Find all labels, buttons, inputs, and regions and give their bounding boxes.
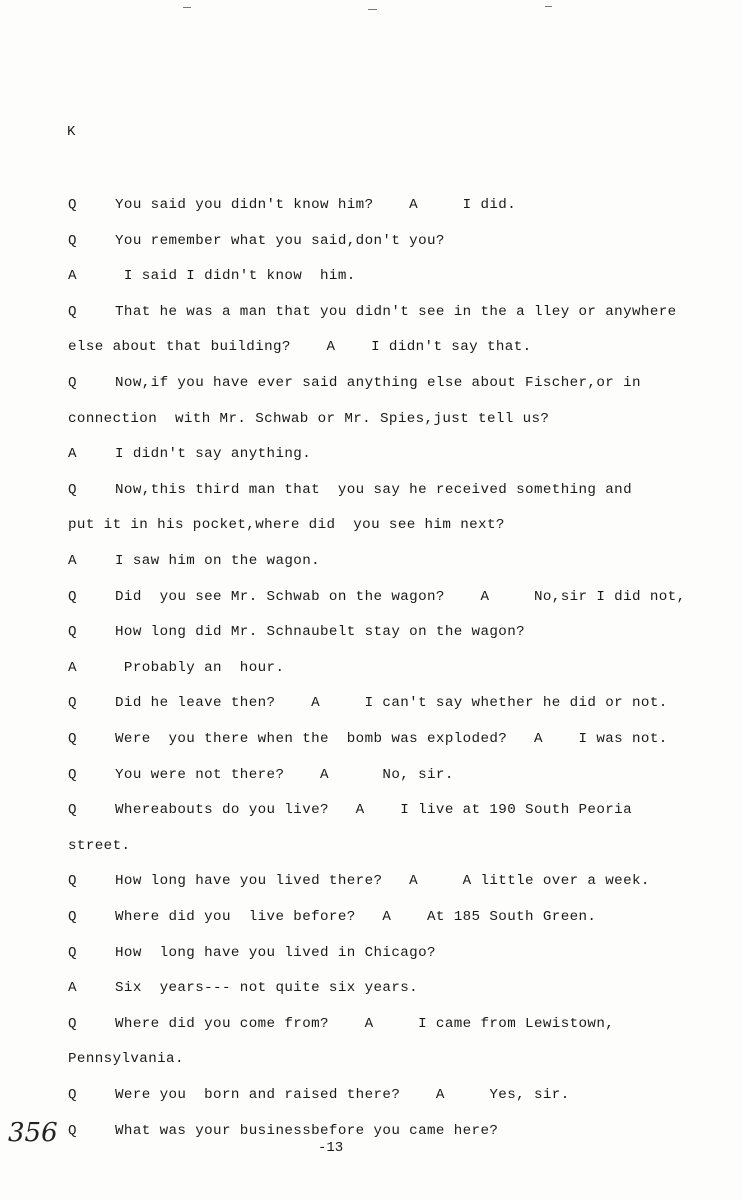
transcript-line bbox=[68, 374, 641, 392]
transcript-line bbox=[68, 232, 445, 250]
transcript-line bbox=[68, 623, 525, 641]
transcript-line bbox=[68, 338, 532, 356]
transcript-line bbox=[68, 481, 632, 499]
transcript-line bbox=[68, 837, 130, 855]
line-text: Whereabouts do you live? A I live at 190 South Peoria bbox=[115, 802, 633, 819]
question-marker: Q bbox=[68, 588, 77, 605]
question-marker: Q bbox=[68, 909, 77, 925]
transcript-line bbox=[68, 1015, 614, 1033]
transcript-line bbox=[68, 516, 505, 534]
line-text: Were you born and raised there? A Yes, sir. bbox=[115, 1087, 570, 1103]
line-text: You were not there? A No, sir. bbox=[115, 766, 454, 783]
transcript-line bbox=[68, 1050, 184, 1068]
line-text: How long have you lived in Chicago? bbox=[115, 944, 436, 961]
line-text: Where did you come from? A I came from Lewistown, bbox=[115, 1015, 615, 1032]
transcript-line bbox=[68, 908, 596, 926]
question-marker: Q bbox=[68, 232, 77, 249]
transcript-line bbox=[68, 766, 454, 784]
line-text: street. bbox=[68, 837, 131, 854]
transcript-line bbox=[68, 872, 650, 890]
transcript-line bbox=[68, 588, 686, 606]
line-text: connection with Mr. Schwab or Mr. Spies,just tell us? bbox=[68, 410, 550, 427]
line-text: You remember what you said,don't you? bbox=[115, 232, 445, 249]
line-text: I saw him on the wagon. bbox=[115, 553, 321, 569]
transcript-line bbox=[68, 979, 418, 997]
line-text: I didn't say anything. bbox=[115, 446, 312, 463]
question-marker: Q bbox=[68, 197, 77, 213]
answer-marker: A bbox=[68, 446, 77, 463]
answer-marker: A bbox=[68, 553, 77, 569]
transcript-line bbox=[68, 1122, 498, 1140]
transcript-line bbox=[68, 659, 284, 677]
question-marker: Q bbox=[68, 481, 77, 498]
line-text: Did you see Mr. Schwab on the wagon? A No,sir I did not, bbox=[115, 588, 686, 605]
question-marker: Q bbox=[68, 873, 77, 890]
question-marker: Q bbox=[68, 766, 77, 783]
question-marker: Q bbox=[68, 731, 77, 747]
question-marker: Q bbox=[68, 375, 77, 391]
line-text: put it in his pocket,where did you see him next? bbox=[68, 517, 505, 534]
line-text: else about that building? A I didn't say that. bbox=[68, 339, 532, 356]
transcript-line bbox=[68, 445, 311, 463]
line-text: How long have you lived there? A A little over a week. bbox=[115, 873, 650, 890]
transcript-line bbox=[68, 730, 668, 748]
transcript-line bbox=[68, 944, 436, 962]
section-letter: K bbox=[67, 124, 76, 140]
transcript-line bbox=[68, 410, 549, 428]
answer-marker: A bbox=[68, 659, 77, 676]
transcript-line bbox=[68, 694, 668, 712]
transcript-line bbox=[68, 267, 356, 285]
transcript-line bbox=[68, 196, 516, 214]
transcript-line bbox=[68, 801, 632, 819]
scan-speck bbox=[545, 6, 552, 7]
line-text: Pennsylvania. bbox=[68, 1051, 184, 1068]
question-marker: Q bbox=[68, 1122, 77, 1139]
question-marker: Q bbox=[68, 1087, 77, 1103]
line-text: Were you there when the bomb was exploded? A I was not. bbox=[115, 731, 668, 747]
line-text: How long did Mr. Schnaubelt stay on the wagon? bbox=[115, 624, 526, 641]
question-marker: Q bbox=[68, 695, 77, 712]
line-text: Six years--- not quite six years. bbox=[115, 980, 419, 997]
line-text: That he was a man that you didn't see in the a lley or anywhere bbox=[115, 303, 677, 320]
question-marker: Q bbox=[68, 303, 77, 320]
transcript-line bbox=[68, 1086, 570, 1104]
question-marker: Q bbox=[68, 1015, 77, 1032]
question-marker: Q bbox=[68, 944, 77, 961]
line-text: Now,if you have ever said anything else about Fischer,or in bbox=[115, 375, 641, 391]
answer-marker: A bbox=[68, 268, 77, 285]
answer-marker: A bbox=[68, 980, 77, 997]
scan-speck bbox=[183, 7, 191, 8]
line-text: You said you didn't know him? A I did. bbox=[115, 197, 517, 213]
line-text: I said I didn't know him. bbox=[115, 268, 356, 285]
transcript-line bbox=[68, 552, 320, 570]
handwritten-page-annotation: 356 bbox=[8, 1118, 58, 1148]
line-text: Did he leave then? A I can't say whether he did or not. bbox=[115, 695, 668, 712]
question-marker: Q bbox=[68, 624, 77, 641]
line-text: What was your businessbefore you came here? bbox=[115, 1122, 499, 1139]
question-marker: Q bbox=[68, 802, 77, 819]
line-text: Where did you live before? A At 185 South Green. bbox=[115, 909, 597, 925]
line-text: Probably an hour. bbox=[115, 659, 285, 676]
scan-speck bbox=[368, 9, 377, 10]
line-text: Now,this third man that you say he received something and bbox=[115, 481, 633, 498]
page-number: -13 bbox=[318, 1140, 344, 1156]
transcript-line bbox=[68, 303, 677, 321]
